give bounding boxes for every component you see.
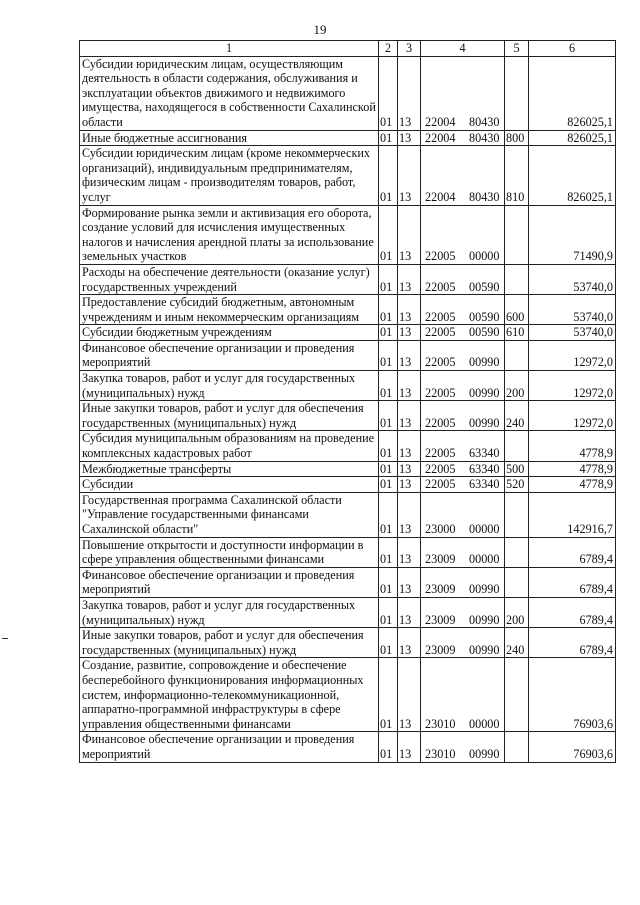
- amount-value: 12972,0: [529, 371, 616, 401]
- row-name: Иные закупки товаров, работ и услуг для обеспечения государственных (муниципальных) нужд: [80, 401, 379, 431]
- margin-mark: [2, 638, 8, 639]
- subsection-code: 13: [398, 492, 421, 537]
- target-code-direction: 00590: [469, 325, 500, 340]
- target-code-direction: 00990: [469, 385, 500, 400]
- target-code-program: 22004: [425, 130, 456, 145]
- row-name: Иные закупки товаров, работ и услуг для обеспечения государственных (муниципальных) нужд: [80, 628, 379, 658]
- target-code-program: 23009: [425, 552, 456, 567]
- expense-type-code: 600: [505, 295, 529, 325]
- page-number: 19: [313, 22, 327, 37]
- subsection-code: 13: [398, 264, 421, 294]
- expense-type-code: 240: [505, 628, 529, 658]
- subsection-code: 13: [398, 732, 421, 762]
- table-row: [80, 371, 616, 401]
- target-article-code: [421, 325, 505, 341]
- table-row: [80, 492, 616, 537]
- amount-value: 4778,9: [529, 461, 616, 477]
- target-article-code: [421, 431, 505, 461]
- target-code-direction: 00990: [469, 355, 500, 370]
- section-code: 01: [379, 628, 398, 658]
- subsection-code: 13: [398, 146, 421, 205]
- expense-type-code: [505, 492, 529, 537]
- target-article-code: [421, 56, 505, 130]
- table-row: [80, 295, 616, 325]
- table-row: [80, 461, 616, 477]
- header-col-2: 2: [379, 41, 398, 57]
- row-name: Государственная программа Сахалинской области "Управление государственными финансами Сахалинской области": [80, 492, 379, 537]
- section-code: 01: [379, 264, 398, 294]
- target-code-program: 22005: [425, 477, 456, 492]
- target-code-direction: 00590: [469, 279, 500, 294]
- target-code-direction: 80430: [469, 189, 500, 204]
- amount-value: 142916,7: [529, 492, 616, 537]
- target-code-direction: 00590: [469, 309, 500, 324]
- target-code-direction: 00000: [469, 552, 500, 567]
- target-article-code: [421, 461, 505, 477]
- expense-type-code: [505, 340, 529, 370]
- target-code-program: 22005: [425, 385, 456, 400]
- budget-table: [79, 40, 616, 763]
- section-code: 01: [379, 567, 398, 597]
- section-code: 01: [379, 537, 398, 567]
- target-code-direction: 00990: [469, 612, 500, 627]
- row-name: Закупка товаров, работ и услуг для государственных (муниципальных) нужд: [80, 371, 379, 401]
- target-code-program: 22004: [425, 189, 456, 204]
- target-article-code: [421, 340, 505, 370]
- row-name: Предоставление субсидий бюджетным, автономным учреждениям и иным некоммерческим организациям: [80, 295, 379, 325]
- target-code-direction: 00990: [469, 746, 500, 761]
- amount-value: 826025,1: [529, 130, 616, 146]
- section-code: 01: [379, 597, 398, 627]
- subsection-code: 13: [398, 205, 421, 264]
- target-code-direction: 00990: [469, 582, 500, 597]
- target-article-code: [421, 295, 505, 325]
- table-row: [80, 340, 616, 370]
- table-row: [80, 205, 616, 264]
- target-code-program: 22005: [425, 249, 456, 264]
- subsection-code: 13: [398, 340, 421, 370]
- target-article-code: [421, 597, 505, 627]
- amount-value: 12972,0: [529, 340, 616, 370]
- target-article-code: [421, 264, 505, 294]
- target-article-code: [421, 567, 505, 597]
- target-code-program: 22005: [425, 461, 456, 476]
- expense-type-code: [505, 732, 529, 762]
- expense-type-code: 240: [505, 401, 529, 431]
- table-row: [80, 732, 616, 762]
- expense-type-code: [505, 567, 529, 597]
- subsection-code: 13: [398, 130, 421, 146]
- target-code-program: 23009: [425, 642, 456, 657]
- expense-type-code: 800: [505, 130, 529, 146]
- target-code-program: 22005: [425, 279, 456, 294]
- amount-value: 12972,0: [529, 401, 616, 431]
- section-code: 01: [379, 340, 398, 370]
- section-code: 01: [379, 371, 398, 401]
- target-article-code: [421, 477, 505, 493]
- target-article-code: [421, 205, 505, 264]
- table-row: [80, 537, 616, 567]
- section-code: 01: [379, 477, 398, 493]
- table-row: [80, 477, 616, 493]
- table-row: [80, 658, 616, 732]
- table-body: [80, 56, 616, 762]
- subsection-code: 13: [398, 325, 421, 341]
- table-row: [80, 130, 616, 146]
- section-code: 01: [379, 492, 398, 537]
- target-code-direction: 80430: [469, 114, 500, 129]
- amount-value: 4778,9: [529, 431, 616, 461]
- target-article-code: [421, 492, 505, 537]
- row-name: Субсидия муниципальным образованиям на проведение комплексных кадастровых работ: [80, 431, 379, 461]
- amount-value: 6789,4: [529, 628, 616, 658]
- target-code-program: 22005: [425, 309, 456, 324]
- target-code-direction: 63340: [469, 446, 500, 461]
- amount-value: 826025,1: [529, 146, 616, 205]
- target-code-direction: 63340: [469, 461, 500, 476]
- amount-value: 53740,0: [529, 325, 616, 341]
- section-code: 01: [379, 658, 398, 732]
- row-name: Субсидии юридическим лицам, осуществляющим деятельность в области содержания, обслуживания и эксплуатации объектов движимого и недвижимого имущества, находящегося в собственности Сахалинской области: [80, 56, 379, 130]
- amount-value: 53740,0: [529, 264, 616, 294]
- subsection-code: 13: [398, 537, 421, 567]
- amount-value: 76903,6: [529, 732, 616, 762]
- target-code-program: 22004: [425, 114, 456, 129]
- subsection-code: 13: [398, 461, 421, 477]
- table-row: [80, 56, 616, 130]
- table-row: [80, 146, 616, 205]
- subsection-code: 13: [398, 477, 421, 493]
- section-code: 01: [379, 146, 398, 205]
- header-col-5: 5: [505, 41, 529, 57]
- table-row: [80, 567, 616, 597]
- subsection-code: 13: [398, 56, 421, 130]
- table-row: [80, 431, 616, 461]
- header-col-6: 6: [529, 41, 616, 57]
- header-col-4: 4: [421, 41, 505, 57]
- expense-type-code: [505, 431, 529, 461]
- row-name: Закупка товаров, работ и услуг для государственных (муниципальных) нужд: [80, 597, 379, 627]
- amount-value: 6789,4: [529, 597, 616, 627]
- target-article-code: [421, 371, 505, 401]
- section-code: 01: [379, 732, 398, 762]
- expense-type-code: 200: [505, 597, 529, 627]
- target-article-code: [421, 401, 505, 431]
- subsection-code: 13: [398, 597, 421, 627]
- subsection-code: 13: [398, 658, 421, 732]
- expense-type-code: [505, 264, 529, 294]
- target-code-program: 22005: [425, 415, 456, 430]
- amount-value: 6789,4: [529, 537, 616, 567]
- expense-type-code: [505, 205, 529, 264]
- amount-value: 71490,9: [529, 205, 616, 264]
- expense-type-code: 610: [505, 325, 529, 341]
- target-code-direction: 00000: [469, 522, 500, 536]
- section-code: 01: [379, 205, 398, 264]
- table-row: [80, 597, 616, 627]
- expense-type-code: 500: [505, 461, 529, 477]
- section-code: 01: [379, 56, 398, 130]
- row-name: Финансовое обеспечение организации и проведения мероприятий: [80, 567, 379, 597]
- amount-value: 76903,6: [529, 658, 616, 732]
- row-name: Межбюджетные трансферты: [80, 461, 379, 477]
- row-name: Субсидии бюджетным учреждениям: [80, 325, 379, 341]
- header-col-3: 3: [398, 41, 421, 57]
- section-code: 01: [379, 431, 398, 461]
- row-name: Субсидии: [80, 477, 379, 493]
- target-code-direction: 63340: [469, 477, 500, 492]
- section-code: 01: [379, 295, 398, 325]
- target-article-code: [421, 658, 505, 732]
- target-code-program: 22005: [425, 446, 456, 461]
- row-name: Расходы на обеспечение деятельности (оказание услуг) государственных учреждений: [80, 264, 379, 294]
- target-code-direction: 00990: [469, 415, 500, 430]
- section-code: 01: [379, 325, 398, 341]
- row-name: Повышение открытости и доступности информации в сфере управления общественными финансами: [80, 537, 379, 567]
- target-code-program: 23009: [425, 582, 456, 597]
- expense-type-code: 520: [505, 477, 529, 493]
- target-code-program: 22005: [425, 325, 456, 340]
- target-code-direction: 00990: [469, 642, 500, 657]
- target-article-code: [421, 628, 505, 658]
- amount-value: 6789,4: [529, 567, 616, 597]
- row-name: Субсидии юридическим лицам (кроме некоммерческих организаций), индивидуальным предпринимателям, физическим лицам - производителям товаров, работ, услуг: [80, 146, 379, 205]
- target-article-code: [421, 537, 505, 567]
- section-code: 01: [379, 401, 398, 431]
- row-name: Формирование рынка земли и активизация его оборота, создание условий для исчисления имущественных налогов и начисления арендной платы за использование земельных участков: [80, 205, 379, 264]
- row-name: Создание, развитие, сопровождение и обеспечение бесперебойного функционирования информационных систем, информационно-телекоммуникационной, аппаратно-программной инфраструктуры в сфере управления общественными финансами: [80, 658, 379, 732]
- table-row: [80, 264, 616, 294]
- target-code-program: 23000: [425, 522, 456, 536]
- subsection-code: 13: [398, 295, 421, 325]
- target-code-direction: 00000: [469, 716, 500, 731]
- expense-type-code: [505, 537, 529, 567]
- target-code-program: 22005: [425, 355, 456, 370]
- amount-value: 826025,1: [529, 56, 616, 130]
- target-code-program: 23010: [425, 716, 456, 731]
- expense-type-code: 200: [505, 371, 529, 401]
- row-name: Иные бюджетные ассигнования: [80, 130, 379, 146]
- amount-value: 53740,0: [529, 295, 616, 325]
- amount-value: 4778,9: [529, 477, 616, 493]
- target-article-code: [421, 130, 505, 146]
- subsection-code: 13: [398, 628, 421, 658]
- expense-type-code: [505, 56, 529, 130]
- target-code-program: 23009: [425, 612, 456, 627]
- subsection-code: 13: [398, 371, 421, 401]
- expense-type-code: [505, 658, 529, 732]
- section-code: 01: [379, 130, 398, 146]
- subsection-code: 13: [398, 401, 421, 431]
- table-row: [80, 325, 616, 341]
- row-name: Финансовое обеспечение организации и проведения мероприятий: [80, 340, 379, 370]
- table-row: [80, 401, 616, 431]
- expense-type-code: 810: [505, 146, 529, 205]
- target-code-direction: 80430: [469, 130, 500, 145]
- target-code-direction: 00000: [469, 249, 500, 264]
- target-code-program: 23010: [425, 746, 456, 761]
- subsection-code: 13: [398, 567, 421, 597]
- target-article-code: [421, 732, 505, 762]
- row-name: Финансовое обеспечение организации и проведения мероприятий: [80, 732, 379, 762]
- subsection-code: 13: [398, 431, 421, 461]
- section-code: 01: [379, 461, 398, 477]
- target-article-code: [421, 146, 505, 205]
- header-row: [80, 41, 616, 57]
- table-row: [80, 628, 616, 658]
- header-col-1: 1: [80, 41, 379, 57]
